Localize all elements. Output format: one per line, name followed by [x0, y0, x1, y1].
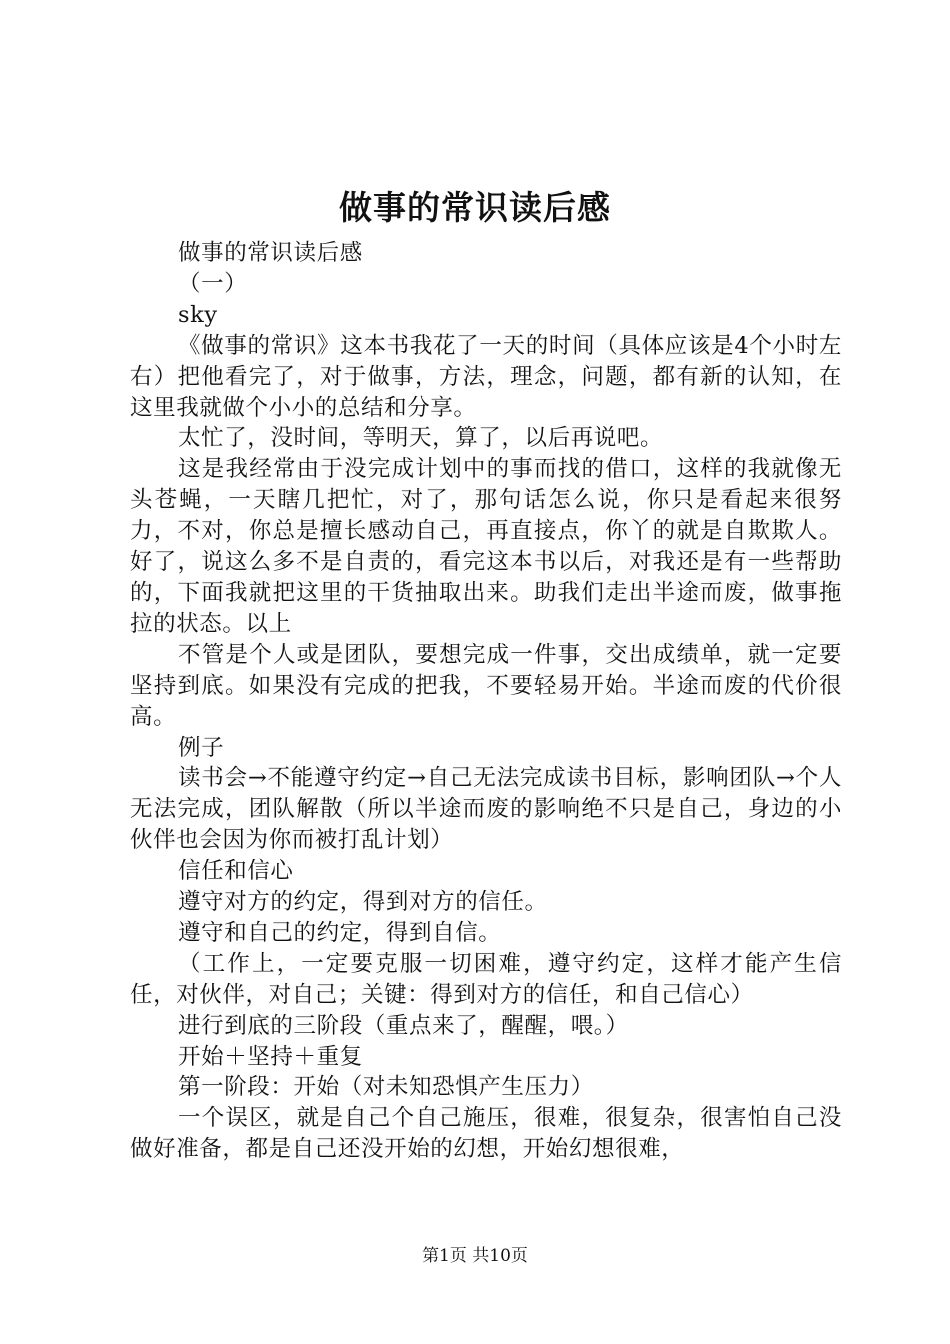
paragraph: 太忙了，没时间，等明天，算了，以后再说吧。 — [178, 425, 664, 452]
document-title: 做事的常识读后感 — [339, 188, 611, 227]
paragraph: 《做事的常识》这本书我花了一天的时间（具体应该是4个小时左右）把他看完了，对于做事，方法，理念，问题，都有新的认知，在这里我就做个小小的总结和分享。 — [130, 332, 842, 421]
paragraph: 开始＋坚持＋重复 — [178, 1043, 363, 1070]
paragraph: （一） — [178, 270, 248, 297]
page-footer: 第1页 共10页 — [422, 1246, 528, 1266]
paragraph: 做事的常识读后感 — [178, 240, 363, 266]
paragraph: 信任和信心 — [178, 858, 294, 885]
paragraph: 遵守和自己的约定，得到自信。 — [178, 919, 502, 946]
paragraph: 第一阶段：开始（对未知恐惧产生压力） — [178, 1074, 594, 1101]
paragraph: 进行到底的三阶段（重点来了，醒醒，喂。） — [178, 1012, 629, 1039]
document-body — [130, 238, 842, 1165]
paragraph: sky — [178, 301, 218, 328]
paragraph: 一个误区，就是自己个自己施压，很难，很复杂，很害怕自己没做好准备，都是自己还没开始的幻想，开始幻想很难， — [130, 1105, 842, 1163]
paragraph: 遵守对方的约定，得到对方的信任。 — [178, 889, 548, 916]
paragraph: （工作上，一定要克服一切困难，遵守约定，这样才能产生信任，对伙伴，对自己；关键：得到对方的信任，和自己信心） — [130, 950, 842, 1008]
paragraph: 不管是个人或是团队，要想完成一件事，交出成绩单，就一定要坚持到底。如果没有完成的把我，不要轻易开始。半途而废的代价很高。 — [130, 641, 842, 730]
paragraph: 这是我经常由于没完成计划中的事而找的借口，这样的我就像无头苍蝇，一天瞎几把忙，对了，那句话怎么说，你只是看起来很努力，不对，你总是擅长感动自己，再直接点，你丫的就是自欺欺人。好了，说这么多不是自责的，看完这本书以后，对我还是有一些帮助的，下面我就把这里的干货抽取出来。助我们走出半途而废，做事拖拉的状态。以上 — [130, 456, 842, 637]
paragraph: 例子 — [178, 734, 225, 761]
paragraph: 读书会→不能遵守约定→自己无法完成读书目标，影响团队→个人无法完成，团队解散（所以半途而废的影响绝不只是自己，身边的小伙伴也会因为你而被打乱计划） — [130, 765, 842, 854]
